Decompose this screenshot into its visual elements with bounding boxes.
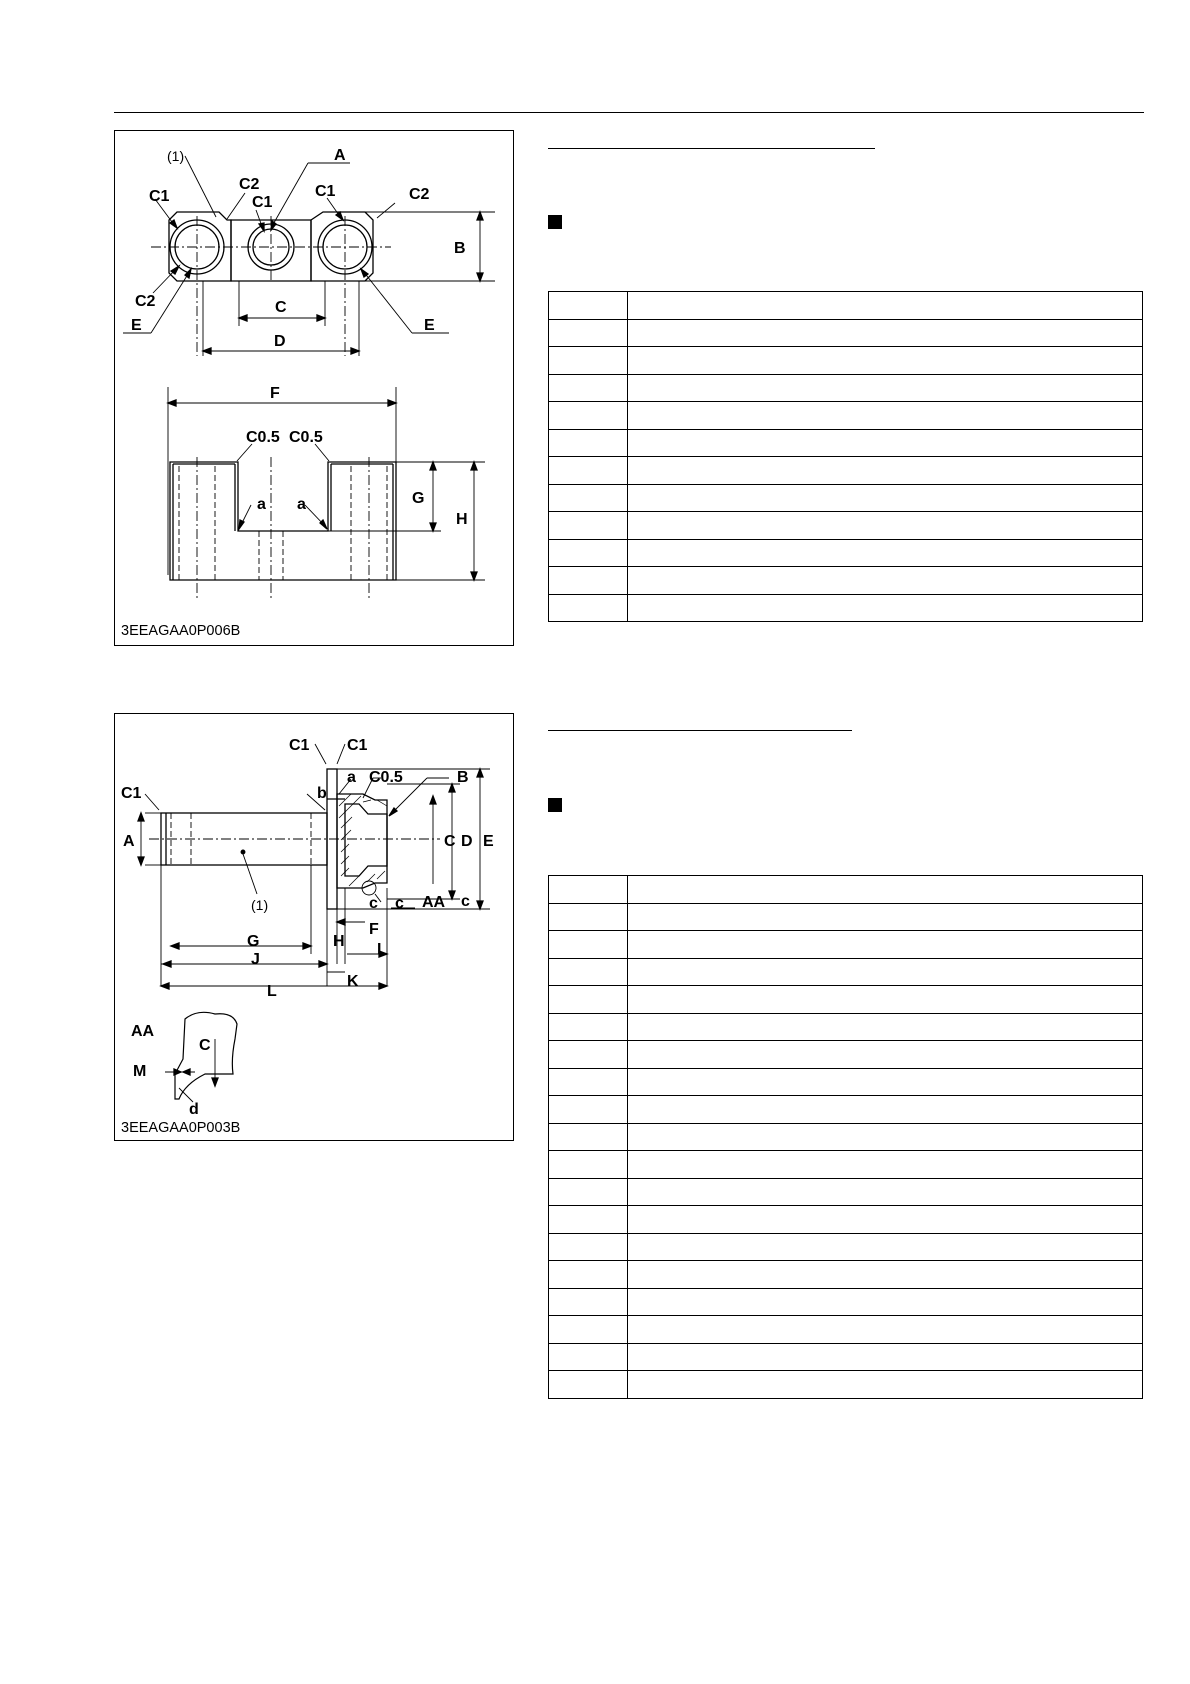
table-cell-value	[628, 512, 1143, 540]
label-a: a	[297, 496, 306, 513]
table-cell-label	[549, 567, 628, 595]
label-a: a	[257, 496, 266, 513]
label-C: C	[444, 833, 456, 850]
table-cell-value	[628, 1178, 1143, 1206]
table-cell-label	[549, 1041, 628, 1069]
section-2-bullet-icon	[548, 798, 562, 812]
table-row	[549, 1261, 1143, 1289]
table-cell-value	[628, 1233, 1143, 1261]
label-C1: C1	[347, 737, 368, 754]
table-cell-label	[549, 1096, 628, 1124]
label-E: E	[131, 317, 142, 334]
table-cell-label	[549, 986, 628, 1014]
table-cell-label	[549, 1343, 628, 1371]
table-cell-value	[628, 1013, 1143, 1041]
table-cell-value	[628, 484, 1143, 512]
table-cell-label	[549, 1178, 628, 1206]
figure-1-caption: 3EEAGAA0P006B	[121, 623, 241, 639]
table-cell-label	[549, 1288, 628, 1316]
label-AA-detail: AA	[131, 1023, 155, 1040]
label-C1: C1	[315, 183, 336, 200]
label-M: M	[133, 1063, 147, 1080]
label-A: A	[334, 147, 346, 164]
table-row	[549, 539, 1143, 567]
table-cell-label	[549, 484, 628, 512]
table-cell-label	[549, 931, 628, 959]
label-L: L	[267, 983, 277, 1000]
label-C2: C2	[239, 176, 260, 193]
table-cell-value	[628, 986, 1143, 1014]
table-row	[549, 1151, 1143, 1179]
table-row	[549, 567, 1143, 595]
table-row	[549, 1343, 1143, 1371]
table-cell-value	[628, 903, 1143, 931]
table-cell-label	[549, 457, 628, 485]
label-C1: C1	[149, 188, 170, 205]
table-cell-label	[549, 1013, 628, 1041]
table-row	[549, 292, 1143, 320]
label-a: a	[347, 769, 356, 786]
table-row	[549, 1233, 1143, 1261]
label-B: B	[454, 240, 466, 257]
table-cell-value	[628, 457, 1143, 485]
figure-1-drawing	[115, 131, 515, 647]
table-row	[549, 374, 1143, 402]
label-G: G	[412, 490, 425, 507]
table-row	[549, 1316, 1143, 1344]
table-cell-label	[549, 1233, 628, 1261]
label-C1: C1	[121, 785, 142, 802]
table-row	[549, 1178, 1143, 1206]
label-AA: AA	[422, 894, 446, 911]
table-cell-label	[549, 1316, 628, 1344]
figure-2-caption: 3EEAGAA0P003B	[121, 1120, 241, 1136]
table-cell-value	[628, 567, 1143, 595]
label-C0.5: C0.5	[289, 429, 323, 446]
table-cell-label	[549, 1371, 628, 1399]
table-cell-label	[549, 539, 628, 567]
section-1-bullet-icon	[548, 215, 562, 229]
label-c: c	[461, 893, 470, 910]
label-c: c	[369, 895, 378, 912]
table-cell-value	[628, 1206, 1143, 1234]
table-cell-value	[628, 1261, 1143, 1289]
table-cell-label	[549, 958, 628, 986]
label-C-detail: C	[199, 1037, 211, 1054]
label-G: G	[247, 933, 260, 950]
table-cell-value	[628, 1288, 1143, 1316]
table-cell-label	[549, 1123, 628, 1151]
section-1-heading-rule	[548, 148, 875, 149]
table-row	[549, 347, 1143, 375]
table-cell-value	[628, 1068, 1143, 1096]
table-cell-label	[549, 594, 628, 622]
label-C1: C1	[289, 737, 310, 754]
table-row	[549, 1096, 1143, 1124]
table-cell-value	[628, 429, 1143, 457]
table-cell-label	[549, 402, 628, 430]
figure-1	[114, 130, 514, 646]
table-cell-value	[628, 1316, 1143, 1344]
label-d: d	[189, 1101, 199, 1118]
label-b: b	[317, 785, 327, 802]
table-cell-value	[628, 1096, 1143, 1124]
table-cell-label	[549, 347, 628, 375]
table-row	[549, 903, 1143, 931]
label-A: A	[123, 833, 135, 850]
table-row	[549, 402, 1143, 430]
table-row	[549, 1041, 1143, 1069]
label-part-1: (1)	[167, 148, 185, 164]
table-row	[549, 986, 1143, 1014]
label-H: H	[333, 933, 345, 950]
label-C2: C2	[409, 186, 430, 203]
table-cell-value	[628, 292, 1143, 320]
table-row	[549, 484, 1143, 512]
table-row	[549, 958, 1143, 986]
table-row	[549, 1206, 1143, 1234]
label-E: E	[424, 317, 435, 334]
label-H: H	[456, 511, 468, 528]
table-row	[549, 429, 1143, 457]
table-cell-value	[628, 931, 1143, 959]
label-E: E	[483, 833, 494, 850]
label-J: J	[251, 951, 260, 968]
table-cell-value	[628, 539, 1143, 567]
table-cell-label	[549, 1068, 628, 1096]
label-c: c	[395, 895, 404, 912]
table-row	[549, 512, 1143, 540]
table-cell-value	[628, 374, 1143, 402]
label-F: F	[270, 385, 280, 402]
spec-table-1	[548, 291, 1143, 622]
table-cell-value	[628, 958, 1143, 986]
label-I: I	[377, 941, 382, 958]
table-cell-value	[628, 1151, 1143, 1179]
table-cell-label	[549, 1261, 628, 1289]
page-header-rule	[114, 112, 1144, 113]
table-cell-label	[549, 374, 628, 402]
table-row	[549, 1068, 1143, 1096]
label-C0.5: C0.5	[246, 429, 280, 446]
label-part-1: (1)	[251, 897, 269, 913]
table-cell-value	[628, 402, 1143, 430]
table-row	[549, 1123, 1143, 1151]
table-cell-value	[628, 876, 1143, 904]
label-F: F	[369, 921, 379, 938]
table-cell-label	[549, 1151, 628, 1179]
label-C2: C2	[135, 293, 156, 310]
table-row	[549, 594, 1143, 622]
table-cell-value	[628, 1371, 1143, 1399]
section-2-heading-rule	[548, 730, 852, 731]
label-B: B	[457, 769, 469, 786]
table-row	[549, 319, 1143, 347]
label-C1: C1	[252, 194, 273, 211]
table-cell-label	[549, 1206, 628, 1234]
table-cell-label	[549, 512, 628, 540]
table-cell-value	[628, 319, 1143, 347]
table-cell-value	[628, 594, 1143, 622]
table-cell-label	[549, 319, 628, 347]
table-row	[549, 1288, 1143, 1316]
table-row	[549, 1013, 1143, 1041]
table-cell-value	[628, 1343, 1143, 1371]
label-D: D	[461, 833, 473, 850]
table-cell-value	[628, 1123, 1143, 1151]
table-row	[549, 931, 1143, 959]
table-cell-label	[549, 903, 628, 931]
table-cell-label	[549, 429, 628, 457]
spec-table-2	[548, 875, 1143, 1399]
label-K: K	[347, 973, 359, 990]
table-cell-value	[628, 1041, 1143, 1069]
table-cell-label	[549, 876, 628, 904]
figure-2	[114, 713, 514, 1141]
table-cell-label	[549, 292, 628, 320]
table-row	[549, 457, 1143, 485]
label-C: C	[275, 299, 287, 316]
table-cell-value	[628, 347, 1143, 375]
label-C0.5: C0.5	[369, 769, 403, 786]
table-row	[549, 876, 1143, 904]
table-row	[549, 1371, 1143, 1399]
label-D: D	[274, 333, 286, 350]
figure-2-drawing	[115, 714, 515, 1142]
